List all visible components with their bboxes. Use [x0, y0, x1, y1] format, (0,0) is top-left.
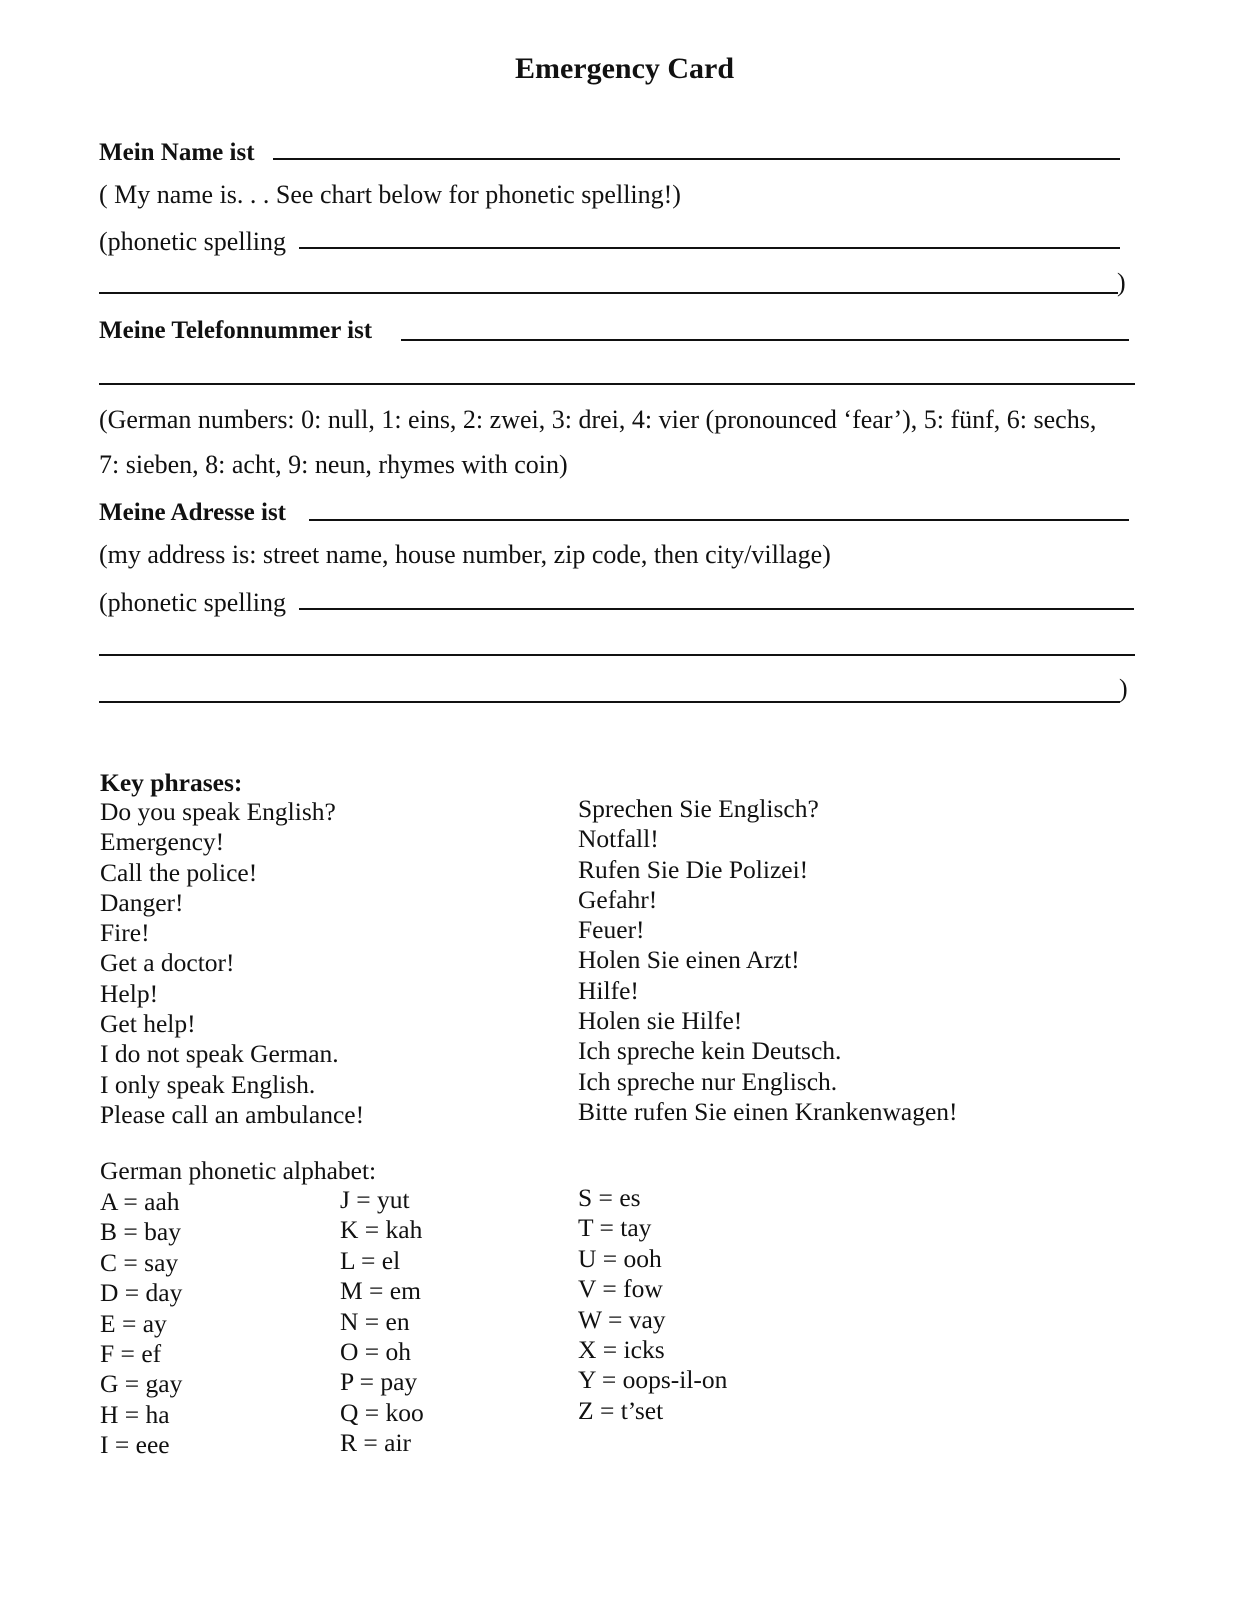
phone-field-line-2[interactable]: [99, 383, 1135, 385]
alphabet-entry: K = kah: [340, 1215, 423, 1245]
english-phrase: Do you speak English?: [100, 797, 336, 826]
alphabet-entry: T = tay: [578, 1213, 652, 1243]
alphabet-entry: D = day: [100, 1278, 183, 1308]
close-parenthesis: ): [1119, 674, 1128, 703]
address-phonetic-label: (phonetic spelling: [99, 588, 287, 617]
english-phrase: Danger!: [100, 887, 184, 917]
name-hint: ( My name is. . . See chart below for phonetic spelling!): [99, 180, 681, 209]
alphabet-entry: I = eee: [100, 1430, 170, 1460]
name-phonetic-label: (phonetic spelling: [99, 227, 287, 256]
alphabet-entry: S = es: [578, 1183, 641, 1212]
alphabet-entry: W = vay: [578, 1304, 666, 1334]
english-phrases-list: [100, 797, 364, 1130]
alphabet-entry: L = el: [340, 1245, 401, 1275]
name-phonetic-field[interactable]: [299, 247, 1120, 249]
alphabet-entry: J = yut: [340, 1185, 410, 1214]
german-phrase: Holen Sie einen Arzt!: [578, 945, 800, 975]
alphabet-entry: O = oh: [340, 1337, 412, 1367]
close-parenthesis: ): [1117, 268, 1126, 297]
alphabet-entry: B = bay: [100, 1217, 181, 1247]
alphabet-entry: E = ay: [100, 1308, 167, 1338]
name-label: Mein Name ist: [99, 139, 255, 166]
alphabet-entry: Z = t’set: [578, 1395, 664, 1425]
alphabet-entry: P = pay: [340, 1367, 418, 1397]
german-phrase: Gefahr!: [578, 884, 658, 914]
address-hint: (my address is: street name, house number, zip code, then city/village): [99, 540, 831, 569]
english-phrase: Help!: [100, 978, 159, 1008]
alphabet-entry: M = em: [340, 1276, 421, 1306]
phone-label: Meine Telefonnummer ist: [99, 317, 373, 344]
alphabet-column-1: [100, 1187, 182, 1461]
alphabet-entry: C = say: [100, 1247, 179, 1277]
name-field[interactable]: [273, 158, 1120, 160]
numbers-note-line-2: 7: sieben, 8: acht, 9: neun, rhymes with coin): [99, 450, 568, 479]
alphabet-entry: N = en: [340, 1306, 410, 1336]
alphabet-column-2: [340, 1185, 424, 1459]
english-phrase: I do not speak German.: [100, 1039, 339, 1069]
address-field[interactable]: [309, 519, 1129, 521]
alphabet-heading: German phonetic alphabet:: [100, 1156, 377, 1185]
english-phrase: I only speak English.: [100, 1069, 316, 1099]
german-phrase: Holen sie Hilfe!: [578, 1006, 743, 1036]
english-phrase: Get help!: [100, 1009, 196, 1039]
alphabet-entry: Y = oops-il-on: [578, 1365, 728, 1395]
german-phrase: Notfall!: [578, 824, 659, 854]
english-phrase: Emergency!: [100, 827, 225, 857]
alphabet-entry: A = aah: [100, 1187, 180, 1216]
english-phrase: Please call an ambulance!: [100, 1099, 365, 1129]
english-phrase: Fire!: [100, 918, 150, 948]
numbers-note-line-1: (German numbers: 0: null, 1: eins, 2: zwei, 3: drei, 4: vier (pronounced ‘fear’), 5: fünf, 6: sechs,: [99, 405, 1097, 434]
alphabet-entry: U = ooh: [578, 1243, 662, 1273]
german-phrase: Ich spreche kein Deutsch.: [578, 1036, 842, 1066]
alphabet-entry: X = icks: [578, 1335, 665, 1365]
address-phonetic-field[interactable]: [299, 608, 1134, 610]
alphabet-entry: V = fow: [578, 1274, 663, 1304]
alphabet-entry: F = ef: [100, 1339, 162, 1369]
english-phrase: Call the police!: [100, 857, 258, 887]
address-label: Meine Adresse ist: [99, 499, 287, 526]
phone-field[interactable]: [401, 339, 1129, 341]
alphabet-entry: G = gay: [100, 1369, 183, 1399]
alphabet-entry: Q = koo: [340, 1397, 424, 1427]
address-phonetic-field-line-2[interactable]: [99, 654, 1135, 656]
german-phrase: Sprechen Sie Englisch?: [578, 794, 819, 823]
english-phrase: Get a doctor!: [100, 948, 235, 978]
key-phrases-heading: Key phrases:: [100, 768, 243, 797]
german-phrase: Rufen Sie Die Polizei!: [578, 854, 809, 884]
german-phrase: Hilfe!: [578, 975, 639, 1005]
name-phonetic-field-line-2[interactable]: [99, 292, 1118, 294]
german-phrases-list: [578, 794, 958, 1127]
alphabet-entry: R = air: [340, 1428, 412, 1458]
german-phrase: Ich spreche nur Englisch.: [578, 1066, 838, 1096]
alphabet-column-3: [578, 1183, 727, 1426]
alphabet-entry: H = ha: [100, 1399, 170, 1429]
address-phonetic-field-line-3[interactable]: [99, 701, 1120, 703]
german-phrase: Feuer!: [578, 915, 645, 945]
german-phrase: Bitte rufen Sie einen Krankenwagen!: [578, 1096, 958, 1126]
page-title: Emergency Card: [514, 52, 735, 85]
